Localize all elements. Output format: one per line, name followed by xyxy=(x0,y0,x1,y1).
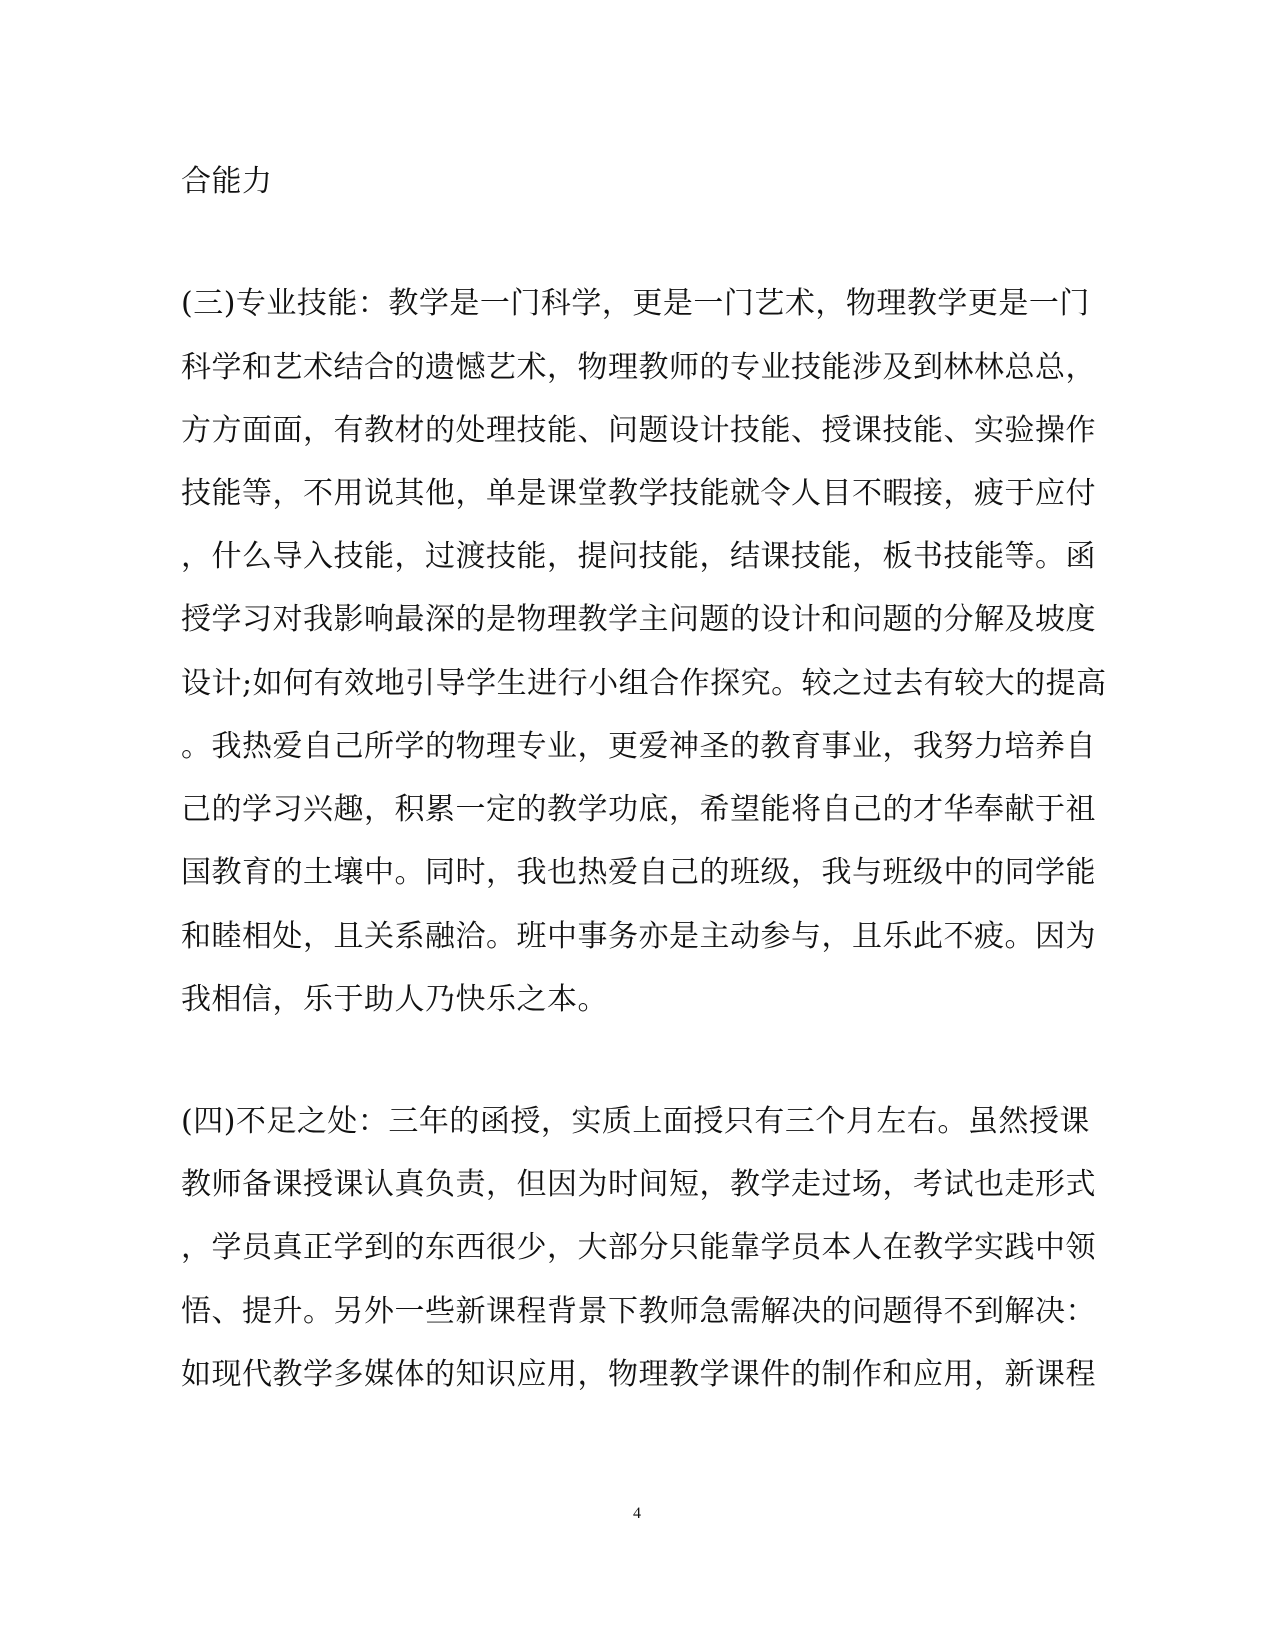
text-line: 。我热爱自己所学的物理专业，更爱神圣的教育事业，我努力培养自 xyxy=(181,729,1096,764)
text-line: 科学和艺术结合的遗憾艺术，物理教师的专业技能涉及到林林总总， xyxy=(181,350,1096,385)
text-line: 我相信，乐于助人乃快乐之本。 xyxy=(181,982,608,1017)
page-number: 4 xyxy=(633,1505,641,1522)
text-line: 授学习对我影响最深的是物理教学主问题的设计和问题的分解及坡度 xyxy=(181,602,1096,637)
text-line: 方方面面，有教材的处理技能、问题设计技能、授课技能、实验操作 xyxy=(181,413,1096,448)
text-line: 和睦相处，且关系融洽。班中事务亦是主动参与，且乐此不疲。因为 xyxy=(181,919,1096,954)
text-line: 如现代教学多媒体的知识应用，物理教学课件的制作和应用，新课程 xyxy=(181,1357,1096,1392)
text-line: 己的学习兴趣，积累一定的教学功底，希望能将自己的才华奉献于祖 xyxy=(181,792,1096,827)
text-line: ，学员真正学到的东西很少，大部分只能靠学员本人在教学实践中领 xyxy=(181,1230,1096,1265)
text-line: 技能等，不用说其他，单是课堂教学技能就令人目不暇接，疲于应付 xyxy=(181,476,1096,511)
text-line: 合能力 xyxy=(181,164,273,199)
text-line: 教师备课授课认真负责，但因为时间短，教学走过场，考试也走形式 xyxy=(181,1167,1096,1202)
text-line: 设计;如何有效地引导学生进行小组合作探究。较之过去有较大的提高 xyxy=(181,666,1107,701)
text-line: (三)专业技能：教学是一门科学，更是一门艺术，物理教学更是一门 xyxy=(181,286,1090,321)
text-line: 悟、提升。另外一些新课程背景下教师急需解决的问题得不到解决： xyxy=(181,1294,1096,1329)
text-line: 国教育的土壤中。同时，我也热爱自己的班级，我与班级中的同学能 xyxy=(181,855,1096,890)
text-line: ，什么导入技能，过渡技能，提问技能，结课技能，板书技能等。函 xyxy=(181,539,1096,574)
text-line: (四)不足之处：三年的函授，实质上面授只有三个月左右。虽然授课 xyxy=(181,1104,1090,1139)
